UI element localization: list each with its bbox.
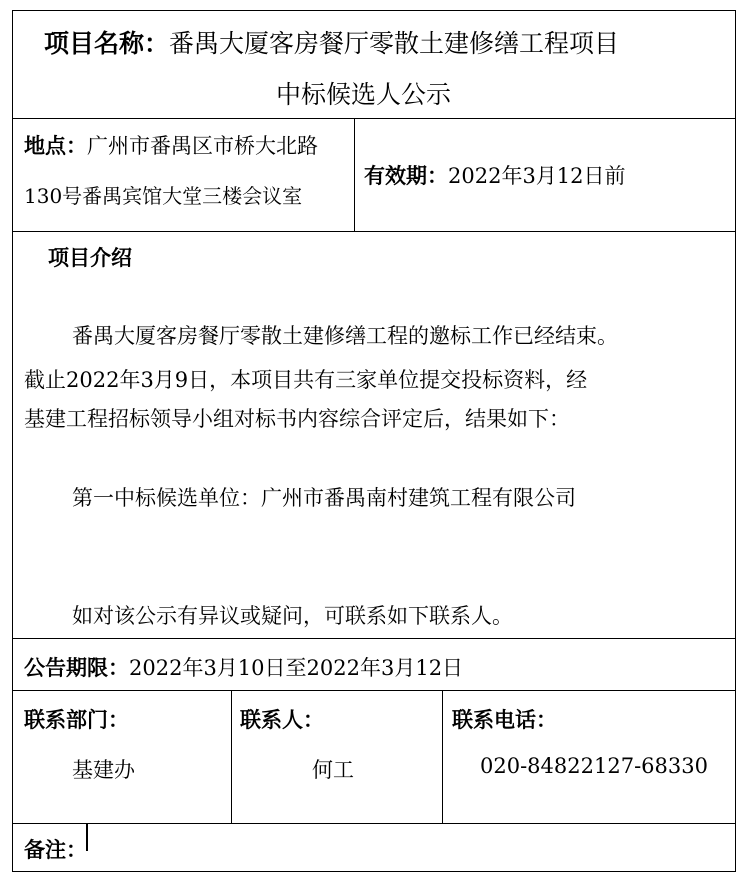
divider <box>13 231 735 232</box>
candidate-text: 第一中标候选单位：广州市番禺南村建筑工程有限公司 <box>72 486 576 510</box>
divider <box>354 118 355 231</box>
intro-para-line2: 截止2022年3月9日，本项目共有三家单位提交投标资料，经 <box>24 368 588 392</box>
intro-heading: 项目介绍 <box>48 246 132 270</box>
notice-period-label: 公告期限： <box>24 656 129 680</box>
intro-para-line3: 基建工程招标领导小组对标书内容综合评定后，结果如下： <box>24 407 570 431</box>
project-name-row <box>44 24 619 60</box>
project-name-line2: 中标候选人公示 <box>276 80 452 109</box>
divider <box>13 118 735 119</box>
location-line2: 130号番禺宾馆大堂三楼会议室 <box>24 184 303 208</box>
location-label: 地点： <box>24 134 87 158</box>
divider <box>231 690 232 823</box>
notice-period-row <box>24 652 463 682</box>
validity-row <box>364 160 626 190</box>
text-cursor <box>86 823 88 851</box>
location-row <box>24 130 318 160</box>
contact-dept-label: 联系部门： <box>24 708 129 732</box>
contact-dept-value: 基建办 <box>72 758 135 782</box>
project-name-label: 项目名称： <box>44 29 170 58</box>
divider <box>442 690 443 823</box>
contact-person-label: 联系人： <box>240 708 324 732</box>
divider <box>13 690 735 691</box>
divider <box>13 823 735 824</box>
contact-phone-value: 020-84822127-68330 <box>480 754 708 778</box>
notice-period-value: 2022年3月10日至2022年3月12日 <box>129 656 464 680</box>
intro-para-line1: 番禺大厦客房餐厅零散土建修缮工程的邀标工作已经结束。 <box>72 324 618 348</box>
validity-value: 2022年3月12日前 <box>448 164 626 188</box>
remarks-label: 备注： <box>24 838 87 862</box>
contact-phone-label: 联系电话： <box>452 708 557 732</box>
validity-label: 有效期： <box>364 164 448 188</box>
objection-text: 如对该公示有异议或疑问，可联系如下联系人。 <box>72 604 513 628</box>
project-name-line1: 番禺大厦客房餐厅零散土建修缮工程项目 <box>169 29 620 58</box>
contact-person-value: 何工 <box>312 758 354 782</box>
divider <box>13 638 735 639</box>
location-line1: 广州市番禺区市桥大北路 <box>87 134 318 158</box>
